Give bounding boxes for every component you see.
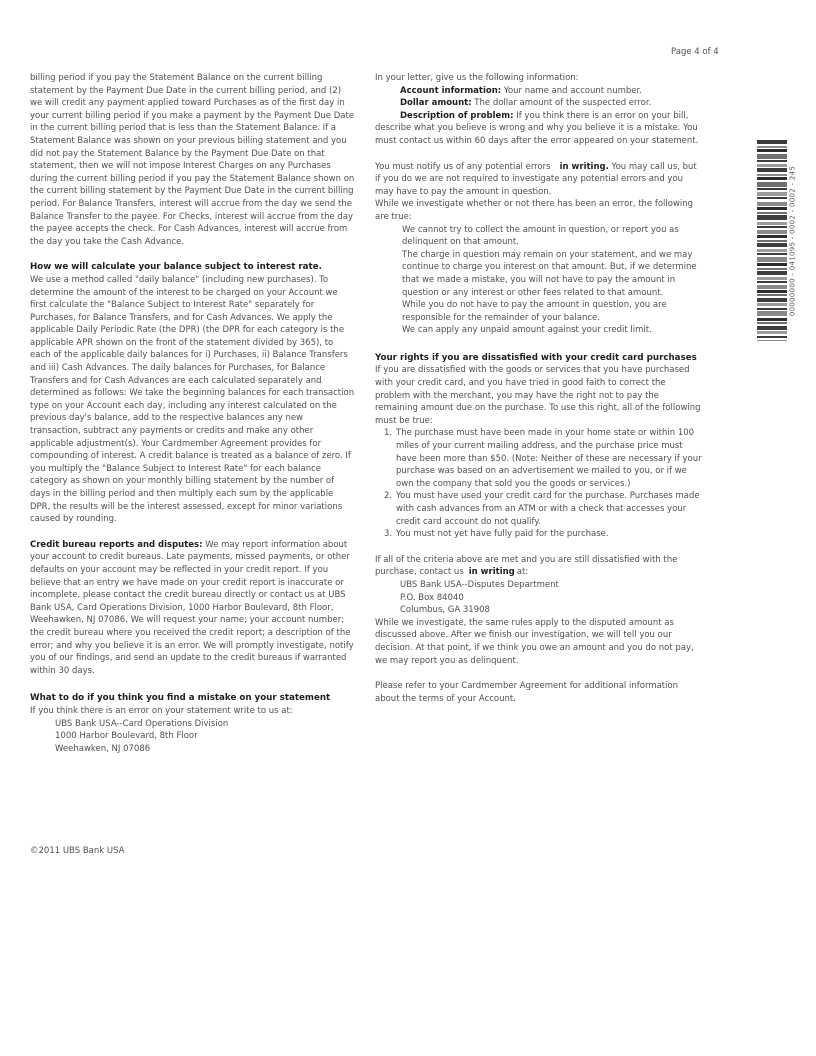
info-item-text: Your name and account number. <box>501 85 642 96</box>
info-item <box>375 97 702 110</box>
investigate-intro: While we investigate whether or not there has been an error, the following are true: <box>375 199 694 222</box>
notify-in-writing: in writing. <box>559 161 609 172</box>
letter-intro: In your letter, give us the following information: <box>375 73 579 83</box>
credit-bureau-label: Credit bureau reports and disputes: <box>30 539 203 550</box>
disputes-address-line: UBS Bank USA--Disputes Department <box>400 579 559 590</box>
card-operations-address-line: UBS Bank USA--Card Operations Division <box>55 718 229 729</box>
info-item-text: The dollar amount of the suspected error. <box>471 98 652 109</box>
rights-item-text: The purchase must have been made in your home state or within 100 miles of your current mailing address, and the purchase price must have been more than $50. (Note: Neither of these are necessary if your purchase was based on an advertisement we mailed to you, or if we own the company that sold you the goods or services.) <box>396 428 702 489</box>
investigate-item: We cannot try to collect the amount in question, or report you as delinquent on that amount. <box>402 224 679 248</box>
info-item <box>375 85 702 98</box>
info-item-label: Description of problem: <box>400 110 514 121</box>
notify-paragraph <box>375 161 702 199</box>
notify-pre: You must notify us of any potential errors <box>375 161 551 172</box>
mistake-intro: If you think there is an error on your statement write to us at: <box>30 705 293 716</box>
rights-list-item <box>375 427 702 490</box>
card-operations-address-line: 1000 Harbor Boulevard, 8th Floor <box>55 731 198 742</box>
left-column <box>30 72 355 755</box>
info-item-text: If you think there is an error on your bill, describe what you believe is wrong and why you believe it is a mistake. You must contact us within 60 days after the error appeared on your statement. <box>375 110 699 146</box>
info-item <box>375 110 702 148</box>
investigate-item: The charge in question may remain on your statement, and we may continue to charge you interest on that amount. But, if we determine that we made a mistake, you will not have to pay the amount in question or any interest or other fees related to that amount. <box>402 249 697 298</box>
credit-bureau-text: We may report information about your account to credit bureaus. Late payments, missed payments, or other defaults on your account may be reflected in your credit report. If you believe that an entry we have made on your credit report is inaccurate or incomplete, please contact the credit bureau directly or contact us at UBS Bank USA, Card Operations Division, 1000 Harbor Boulevard, 8th Floor, Weehawken, NJ 07086. We will request your name; your account number; the credit bureau where you received the credit report; a description of the error; and why you believe it is an error. We will promptly investigate, notify you of our findings, and send an update to the credit bureaus if warranted within 30 days. <box>30 539 354 676</box>
list-number: 3. <box>384 529 393 540</box>
while-investigate-paragraph: While we investigate, the same rules apply to the disputed amount as discussed above. After we finish our investigation, we will tell you our decision. At that point, if we think you owe an amount and you do not pay, we may report you as delinquent. <box>375 617 694 666</box>
list-number: 2. <box>384 491 393 502</box>
section-heading-mistake: What to do if you think you find a mistake on your statement <box>30 693 331 704</box>
page-number: Page 4 of 4 <box>671 47 719 57</box>
rights-intro: If you are dissatisfied with the goods or services that you have purchased with your credit card, and you have tried in good faith to correct the problem with the merchant, you may have the right not to pay the remaining amount due on the purchase. To use this right, all of the following must be true: <box>375 365 701 426</box>
info-item-label: Dollar amount: <box>400 98 472 109</box>
section-heading-balance-calculation: How we will calculate your balance subject to interest rate. <box>30 262 322 273</box>
right-column <box>375 72 702 705</box>
rights-item-text: You must have used your credit card for the purchase. Purchases made with cash advances from an ATM or with a check that accesses your credit card account do not qualify. <box>396 491 700 527</box>
refer-paragraph: Please refer to your Cardmember Agreement for additional information about the terms of your Account. <box>375 681 679 704</box>
investigate-item: While you do not have to pay the amount in question, you are responsible for the remainder of your balance. <box>402 300 667 323</box>
disputes-address-line: P.O. Box 84040 <box>400 592 464 603</box>
criteria-pre: If all of the criteria above are met and you are still dissatisfied with the purchase, contact us <box>375 554 678 578</box>
card-operations-address-line: Weehawken, NJ 07086 <box>55 743 151 754</box>
criteria-paragraph <box>375 554 702 579</box>
balance-calculation-body: We use a method called "daily balance" (including new purchases). To determine the amount of the interest to be charged on your Account we first calculate the "Balance Subject to Interest Rate" separately for Purchases, for Balance Transfers, and for Cash Advances. We apply the applicable Daily Periodic Rate (the DPR) (the DPR for each category is the applicable APR shown on the front of the statement divided by 365), to each of the applicable daily balances for i) Purchases, ii) Balance Transfers and iii) Cash Advances. The daily balances for Purchases, for Balance Transfers and for Cash Advances are each calculated separately and determined as follows: We take the beginning balances for each transaction type on your Account each day, including any interest calculated on the previous day's balance, add to the respective balances any new transaction, subtract any payments or credits and make any other applicable adjustment(s). Your Cardmember Agreement provides for compounding of interest. A credit balance is treated as a balance of zero. If you multiply the "Balance Subject to Interest Rate" for each balance category as shown on your monthly billing statement by the number of days in the billing period and then multiply each sum by the applicable DPR, the results will be the interest assessed, except for minor variations caused by rounding. <box>30 274 355 525</box>
continuation-paragraph: billing period if you pay the Statement Balance on the current billing statement by the Payment Due Date in the current billing period, and (2) we will credit any payment applied toward Purchases as of the first day in your current billing period if you make a payment by the Payment Due Date in the current billing period that is less than the Statement Balance. If a Statement Balance was shown on your previous billing statement and you did not pay the Statement Balance by the Payment Due Date on that statement, then we will not impose Interest Charges on any Purchases during the current billing period if you pay the Statement Balance shown on the current billing statement by the Payment Due Date in the current billing period. For Balance Transfers, interest will accrue from the day we send the Balance Transfer to the payee. For Checks, interest will accrue from the day the payee accepts the check. For Cash Advances, interest will accrue from the day you take the Cash Advance. <box>30 73 355 247</box>
rights-item-text: You must not yet have fully paid for the purchase. <box>396 529 609 540</box>
criteria-in-writing: in writing <box>468 567 515 578</box>
rights-list-item <box>375 528 702 541</box>
investigate-item: We can apply any unpaid amount against your credit limit. <box>402 325 652 336</box>
list-number: 1. <box>384 428 393 439</box>
copyright-footer: ©2011 UBS Bank USA <box>30 846 125 856</box>
credit-bureau-paragraph <box>30 539 355 678</box>
notify-post: You may call us, but if you do we are not required to investigate any potential errors and you may have to pay the amount in question. <box>375 161 697 197</box>
barcode-label: 00000000 - 041095 - 0002 - 0002 - 245 <box>788 165 797 316</box>
criteria-post: at: <box>516 567 529 578</box>
rights-list-item <box>375 490 702 528</box>
info-item-label: Account information: <box>400 85 502 96</box>
section-heading-rights: Your rights if you are dissatisfied with your credit card purchases <box>375 352 697 363</box>
disputes-address-line: Columbus, GA 31908 <box>400 605 490 616</box>
